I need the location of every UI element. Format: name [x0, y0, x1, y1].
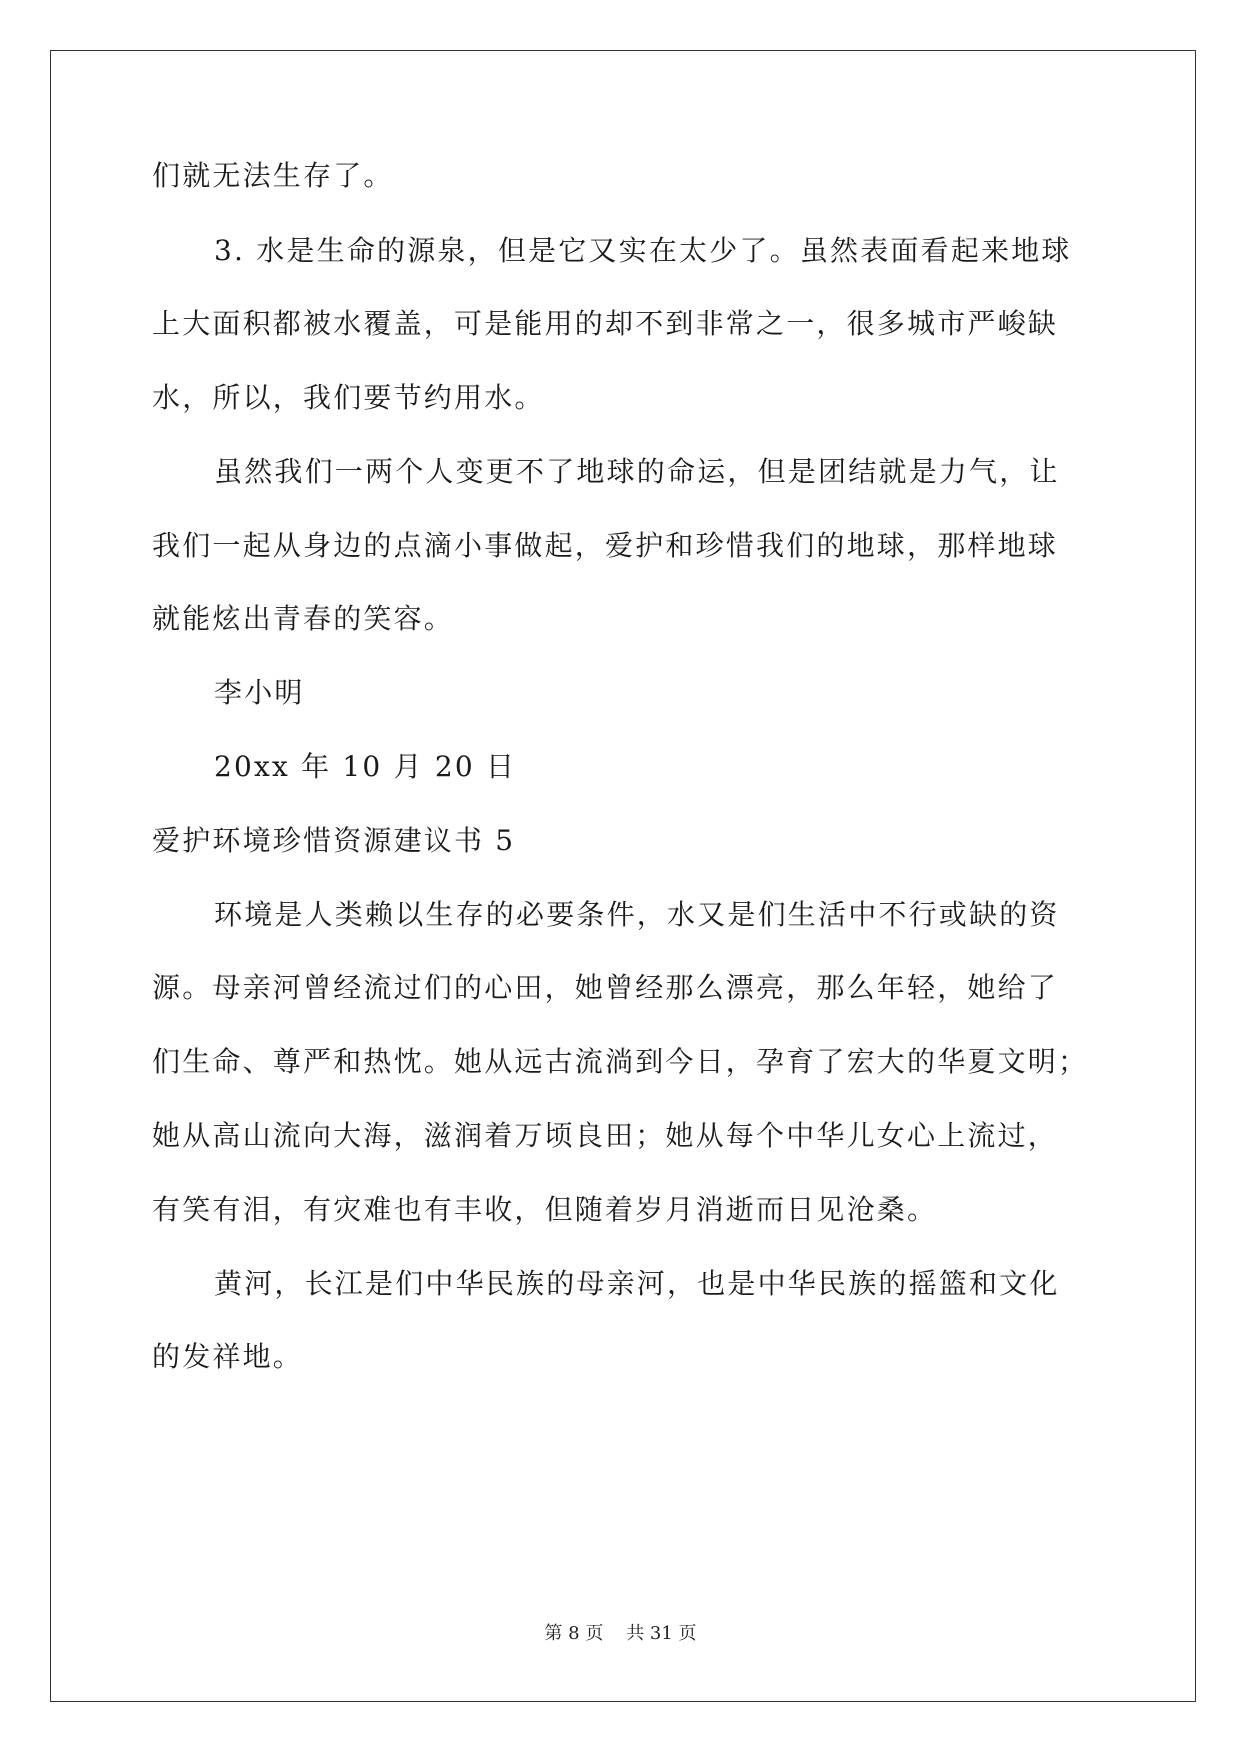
- text-line: 就能炫出青春的笑容。: [152, 602, 455, 635]
- text-line: 的发祥地。: [152, 1340, 304, 1373]
- text-line: 黄河，长江是们中华民族的母亲河，也是中华民族的摇篮和文化: [214, 1267, 1060, 1300]
- text-line: 们生命、尊严和热忱。她从远古流淌到今日，孕育了宏大的华夏文明；: [152, 1045, 1089, 1078]
- text-line: 上大面积都被水覆盖，可是能用的却不到非常之一，很多城市严峻缺: [152, 307, 1059, 340]
- signature-date: 20xx 年 10 月 20 日: [214, 750, 517, 783]
- page-number-footer: 第 8 页 共 31 页: [544, 1623, 697, 1644]
- text-line: 环境是人类赖以生存的必要条件，水又是们生活中不行或缺的资: [214, 898, 1060, 931]
- signature-name: 李小明: [214, 676, 305, 709]
- page-border: [50, 50, 1196, 1702]
- text-line: 我们一起从身边的点滴小事做起，爱护和珍惜我们的地球，那样地球: [152, 529, 1059, 562]
- text-line: 有笑有泪，有灾难也有丰收，但随着岁月消逝而日见沧桑。: [152, 1193, 938, 1226]
- text-line: 源。母亲河曾经流过们的心田，她曾经那么漂亮，那么年轻，她给了: [152, 971, 1059, 1004]
- text-line: 们就无法生存了。: [152, 159, 394, 192]
- text-line: 虽然我们一两个人变更不了地球的命运，但是团结就是力气，让: [214, 455, 1060, 488]
- section-title: 爱护环境珍惜资源建议书 5: [152, 824, 516, 857]
- text-line: 3. 水是生命的源泉，但是它又实在太少了。虽然表面看起来地球: [214, 234, 1072, 267]
- text-line: 水，所以，我们要节约用水。: [152, 381, 545, 414]
- text-line: 她从高山流向大海，滋润着万顷良田；她从每个中华儿女心上流过，: [152, 1119, 1059, 1152]
